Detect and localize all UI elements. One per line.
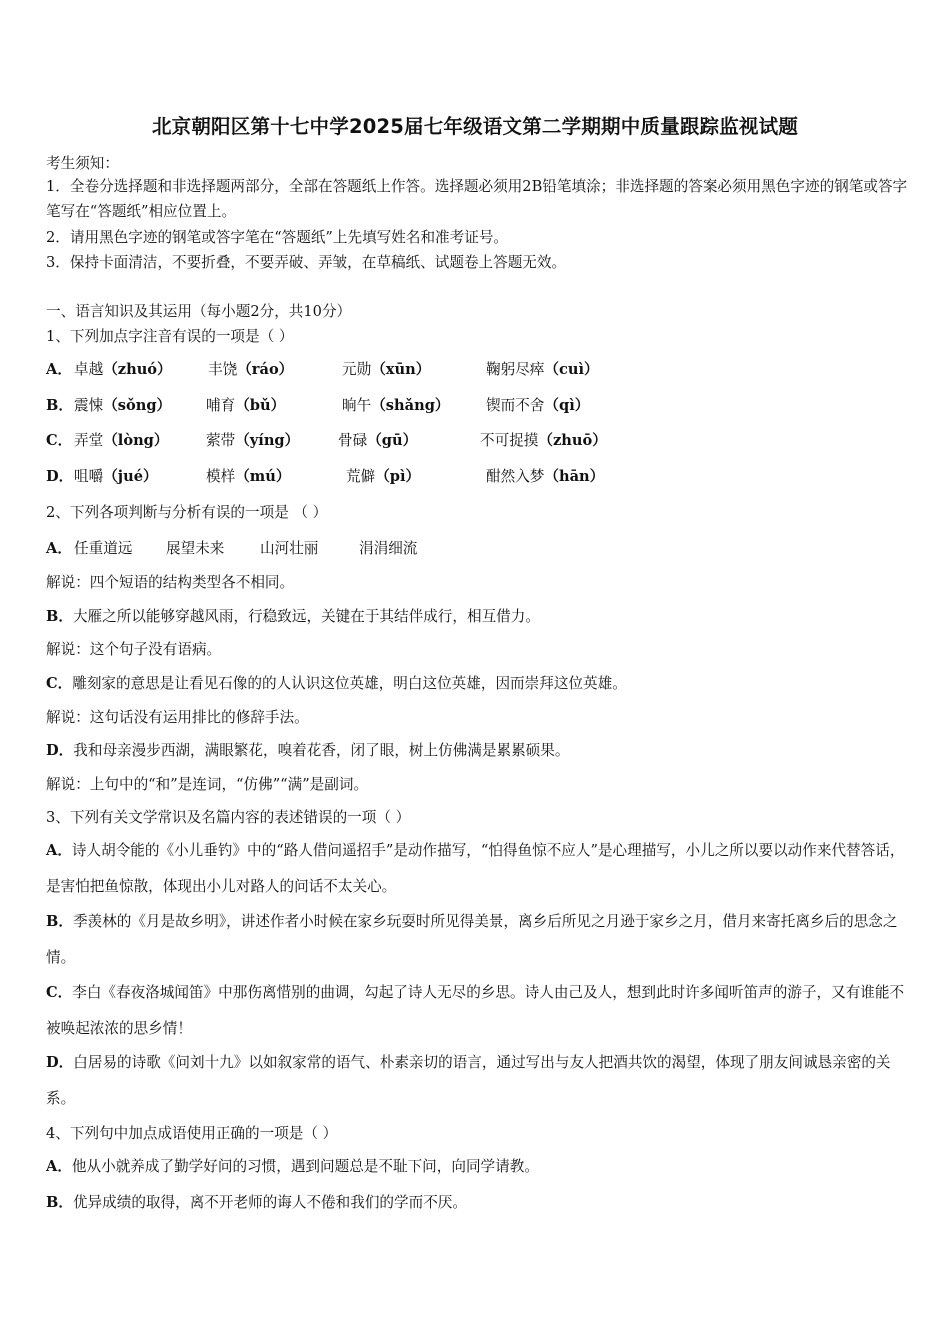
notice-item-1: 1．全卷分选择题和非选择题两部分，全部在答题纸上作答。选择题必须用2B铅笔填涂；非选择题的答案必须用黑色字迹的钢笔或答字笔写在“答题纸”相应位置上。	[46, 178, 908, 220]
q2-term: 涓涓细流	[359, 540, 418, 557]
q2-a-note: 解说：四个短语的结构类型各不相同。	[46, 574, 295, 591]
q2-b-note: 解说：这个句子没有语病。	[46, 641, 222, 658]
option-label: D．	[46, 468, 74, 485]
q1-stem: 1、下列加点字注音有误的一项是（ ）	[46, 328, 294, 345]
section-heading: 一、语言知识及其运用（每小题2分，共10分）	[46, 303, 352, 320]
q4-stem: 4、下列句中加点成语使用正确的一项是（ ）	[46, 1125, 338, 1142]
q2-d-note: 解说：上句中的“和”是连词，“仿佛”“满”是副词。	[46, 776, 369, 793]
q4-option-b: B．优异成绩的取得，离不开老师的诲人不倦和我们的学而不厌。	[46, 1194, 467, 1211]
option-label: A．	[46, 540, 72, 557]
q1-option-c: C． 弄堂（lòng） 萦带（yíng） 骨碌（gū） 不可捉摸（zhuō）	[46, 429, 74, 450]
q3-stem: 3、下列有关文学常识及名篇内容的表述错误的一项（ ）	[46, 809, 411, 826]
q4-option-a: A．他从小就养成了勤学好问的习惯，遇到问题总是不耻下问，向同学请教。	[46, 1158, 539, 1175]
q3-option-d: D．白居易的诗歌《问刘十九》以如叙家常的语气、朴素亲切的语言，通过写出与友人把酒共饮的渴望，体现了朋友间诚恳亲密的关系。	[46, 1054, 891, 1107]
q1-option-b: B． 震悚（sǒng） 哺育（bǔ） 晌午（shǎng） 锲而不舍（qì）	[46, 394, 74, 415]
q3-option-c: C．李白《春夜洛城闻笛》中那伤离惜别的曲调，勾起了诗人无尽的乡思。诗人由己及人，想到此时许多闻听笛声的游子，又有谁能不被唤起浓浓的思乡情！	[46, 984, 905, 1037]
q2-term: 山河壮丽	[260, 540, 319, 557]
q2-option-a	[46, 537, 418, 558]
notice-heading: 考生须知：	[46, 155, 119, 172]
option-label: B．	[46, 397, 73, 414]
option-label: A．	[46, 361, 72, 378]
notice-item-3: 3．保持卡面清洁，不要折叠，不要弄破、弄皱，在草稿纸、试题卷上答题无效。	[46, 254, 567, 271]
q1-option-a: A． 卓越（zhuó） 丰饶（ráo） 元勋（xūn） 鞠躬尽瘁（cuì）	[46, 358, 74, 379]
q2-option-d: D．我和母亲漫步西湖，满眼繁花，嗅着花香，闭了眼，树上仿佛满是累累硕果。	[46, 742, 570, 759]
page-title: 北京朝阳区第十七中学2025届七年级语文第二学期期中质量跟踪监视试题	[151, 115, 799, 138]
q3-option-a: A．诗人胡令能的《小儿垂钓》中的“路人借问遥招手”是动作描写，“怕得鱼惊不应人”是心理描写，小儿之所以要以动作来代替答话，是害怕把鱼惊散，体现出小儿对路人的问话不太关心。	[46, 842, 905, 895]
q2-option-c: C．雕刻家的意思是让看见石像的的人认识这位英雄，明白这位英雄，因而崇拜这位英雄。	[46, 675, 627, 692]
q3-option-b: B．季羡林的《月是故乡明》，讲述作者小时候在家乡玩耍时所见得美景，离乡后所见之月逊于家乡之月，借月来寄托离乡后的思念之情。	[46, 913, 898, 966]
q2-c-note: 解说：这句话没有运用排比的修辞手法。	[46, 709, 309, 726]
q1-option-d: D． 咀嚼（jué） 模样（mú） 荒僻（pì） 酣然入梦（hān）	[46, 465, 74, 486]
q2-term: 任重道远	[74, 540, 133, 557]
option-label: C．	[46, 432, 73, 449]
q2-stem: 2、下列各项判断与分析有误的一项是 （ ）	[46, 504, 328, 521]
q2-term: 展望未来	[166, 540, 225, 557]
q2-option-b: B．大雁之所以能够穿越风雨，行稳致远，关键在于其结伴成行，相互借力。	[46, 608, 540, 625]
notice-item-2: 2．请用黑色字迹的钢笔或答字笔在“答题纸”上先填写姓名和准考证号。	[46, 229, 509, 246]
